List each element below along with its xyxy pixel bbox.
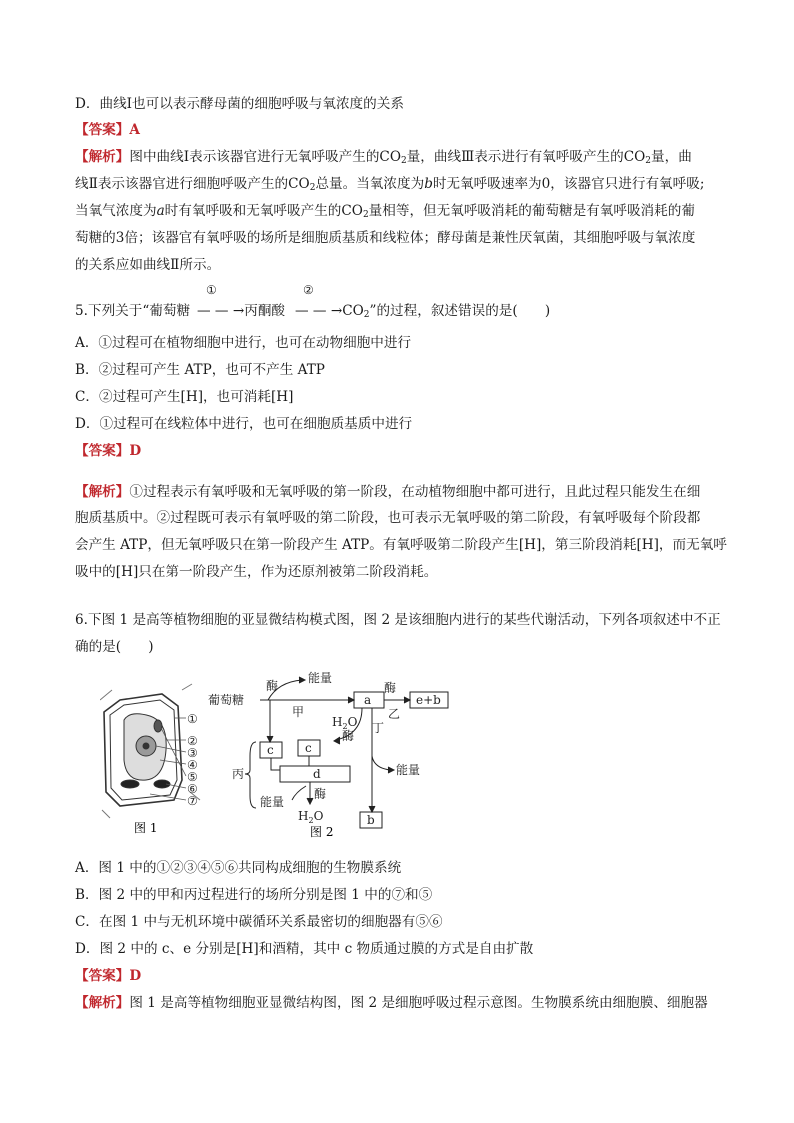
fig1-label: ⑦ [187, 794, 198, 808]
arrow-segment-1: — — →丙酮酸 [197, 303, 286, 319]
arrowhead [307, 798, 313, 804]
fig1-label: ⑤ [187, 770, 198, 784]
water-label: $H_2O$ [298, 809, 324, 825]
q6-option-a: A．图 1 中的①②③④⑤⑥共同构成细胞的生物膜系统 [75, 860, 402, 876]
subscript: 2 [400, 156, 407, 166]
analysis-text: 线Ⅱ表示该器官进行细胞呼吸产生的CO [75, 176, 310, 192]
arrow-line [292, 786, 306, 800]
fig1-label: ② [187, 734, 198, 748]
fig1-plant-cell [100, 684, 200, 818]
answer-value: A [129, 122, 140, 138]
process-jia-label: 甲 [292, 705, 305, 719]
q4-analysis-line-1 [75, 147, 725, 167]
q5-analysis-line-4: 吸中的[H]只在第一阶段产生，作为还原剂被第二阶段消耗。 [75, 564, 438, 580]
answer-label: 【答案】 [75, 968, 130, 984]
fig1-caption: 图 1 [134, 821, 158, 835]
q6-figure [100, 660, 460, 845]
box-b-label: b [367, 813, 375, 827]
mitochondrion [154, 720, 162, 732]
fig1-number-labels [187, 712, 198, 808]
box-c-label: c [267, 743, 274, 757]
q5-option-d: D．①过程可在线粒体中进行，也可在细胞质基质中进行 [75, 416, 413, 432]
analysis-text: 量相等，但无氧呼吸消耗的葡萄糖是有氧呼吸消耗的葡 [368, 203, 695, 219]
subscript: 2 [363, 310, 370, 320]
q6-option-c: C．在图 1 中与无机环境中碳循环关系最密切的细胞器有⑤⑥ [75, 914, 443, 930]
nucleolus [143, 743, 149, 749]
analysis-text: ①过程表示有氧呼吸和无氧呼吸的第一阶段，在动植物细胞中都可进行，且此过程只能发生在细 [129, 484, 701, 500]
arrowhead [388, 767, 394, 773]
enzyme-label: 酶 [314, 787, 327, 801]
arrowhead [299, 677, 305, 683]
answer-label: 【答案】 [75, 443, 130, 459]
brace-bing [245, 742, 256, 808]
q5-option-b: B．②过程可产生 ATP，也可不产生 ATP [75, 362, 325, 378]
q6-stem-line-1: 6.下图 1 是高等植物细胞的亚显微结构模式图，图 2 是该细胞内进行的某些代谢活动，下列各项叙述中不正 [75, 612, 721, 628]
subscript: 2 [645, 156, 652, 166]
process-bing-label: 丙 [232, 767, 245, 781]
answer-value: D [129, 968, 142, 984]
q6-answer [75, 966, 725, 986]
glucose-label: 葡萄糖 [208, 693, 245, 707]
arrowhead [369, 806, 375, 812]
fig2-labels [208, 670, 441, 827]
arrowhead [267, 736, 273, 742]
energy-label: 能量 [260, 795, 285, 809]
connector [271, 758, 280, 770]
arrowhead [404, 697, 410, 703]
analysis-text: 时有氧呼吸和无氧呼吸产生的CO [164, 203, 363, 219]
analysis-text: 总量。当氧浓度为 [315, 176, 425, 192]
process-marker-2: ② [303, 283, 314, 297]
analysis-label: 【解析】 [75, 995, 130, 1011]
fig2-caption: 图 2 [310, 825, 334, 839]
fig1-label: ① [187, 712, 198, 726]
arrow-segment-2: — — $\to CO_2$”的过程，叙述错误的是( ) [295, 303, 551, 320]
box-d-label: d [313, 767, 321, 781]
q4-option-d: D．曲线Ⅰ也可以表示酵母菌的细胞呼吸与氧浓度的关系 [75, 96, 404, 112]
enzyme-label: 酶 [342, 729, 355, 743]
q4-analysis-line-3 [75, 201, 725, 221]
q5-option-a: A．①过程可在植物细胞中进行，也可在动物细胞中进行 [75, 335, 412, 351]
figure-svg [100, 660, 460, 845]
arrow-line [372, 756, 390, 770]
q4-analysis-line-2 [75, 174, 725, 194]
q5-answer [75, 441, 725, 461]
answer-label: 【答案】 [75, 122, 130, 138]
fig1-label: ④ [187, 758, 198, 772]
q5-stem [75, 283, 725, 323]
stem-text: 5.下列关于“葡萄糖 [75, 303, 191, 319]
fig1-label: ⑥ [187, 782, 198, 796]
q5-analysis-line-1 [75, 482, 725, 502]
analysis-text: 图 1 是高等植物细胞亚显微结构图，图 2 是细胞呼吸过程示意图。生物膜系统由细胞膜、细胞器 [129, 995, 708, 1011]
answer-value: D [129, 443, 142, 459]
process-marker-1: ① [206, 283, 217, 297]
analysis-text: 量，曲 [651, 149, 692, 165]
q6-option-b: B．图 2 中的甲和丙过程进行的场所分别是图 1 中的⑦和⑤ [75, 887, 433, 903]
analysis-text: 时无氧呼吸速率为0，该器官只进行有氧呼吸; [432, 176, 705, 192]
water-label: $H_2O$ [332, 715, 358, 731]
energy-label: 能量 [396, 763, 421, 777]
chloroplast [121, 780, 139, 788]
energy-label: 能量 [308, 671, 333, 685]
process-ding-label: 丁 [372, 721, 385, 735]
analysis-label: 【解析】 [75, 149, 130, 165]
q6-analysis-line-1 [75, 993, 725, 1013]
enzyme-label: 酶 [266, 679, 279, 693]
analysis-label: 【解析】 [75, 484, 130, 500]
q5-analysis-line-3: 会产生 ATP，但无氧呼吸只在第一阶段产生 ATP。有氧呼吸第二阶段产生[H]，第三阶段消耗[H]，而无氧呼 [75, 537, 727, 553]
q5-option-c: C．②过程可产生[H]，也可消耗[H] [75, 389, 294, 405]
analysis-text: 当氧气浓度为 [75, 203, 157, 219]
q5-analysis-line-2: 胞质基质中。②过程既可表示有氧呼吸的第二阶段，也可表示无氧呼吸的第二阶段，有氧呼吸每个阶段都 [75, 510, 701, 526]
variable-b: b [424, 176, 433, 192]
q4-analysis-line-4: 萄糖的3倍；该器官有氧呼吸的场所是细胞质基质和线粒体；酵母菌是兼性厌氧菌，其细胞呼吸与氧浓度 [75, 230, 696, 246]
q6-option-d: D．图 2 中的 c、e 分别是[H]和酒精，其中 c 物质通过膜的方式是自由扩散 [75, 941, 534, 957]
analysis-text: 量，曲线Ⅲ表示进行有氧呼吸产生的CO [406, 149, 646, 165]
analysis-text: 图中曲线Ⅰ表示该器官进行无氧呼吸产生的CO [129, 149, 401, 165]
fig1-label: ③ [187, 746, 198, 760]
arrowhead [334, 737, 340, 744]
box-c-label: c [305, 741, 312, 755]
subscript: 2 [362, 210, 369, 220]
box-eb-label: e+b [416, 693, 441, 707]
arrowhead [348, 697, 354, 703]
process-yi-label: 乙 [388, 707, 401, 721]
subscript: 2 [309, 183, 316, 193]
q4-analysis-line-5: 的关系应如曲线Ⅱ所示。 [75, 257, 221, 273]
enzyme-label: 酶 [384, 681, 397, 695]
box-a-label: a [364, 693, 372, 707]
q4-answer [75, 120, 725, 140]
variable-a: a [156, 203, 165, 219]
q6-stem-line-2: 确的是( ) [75, 639, 154, 655]
